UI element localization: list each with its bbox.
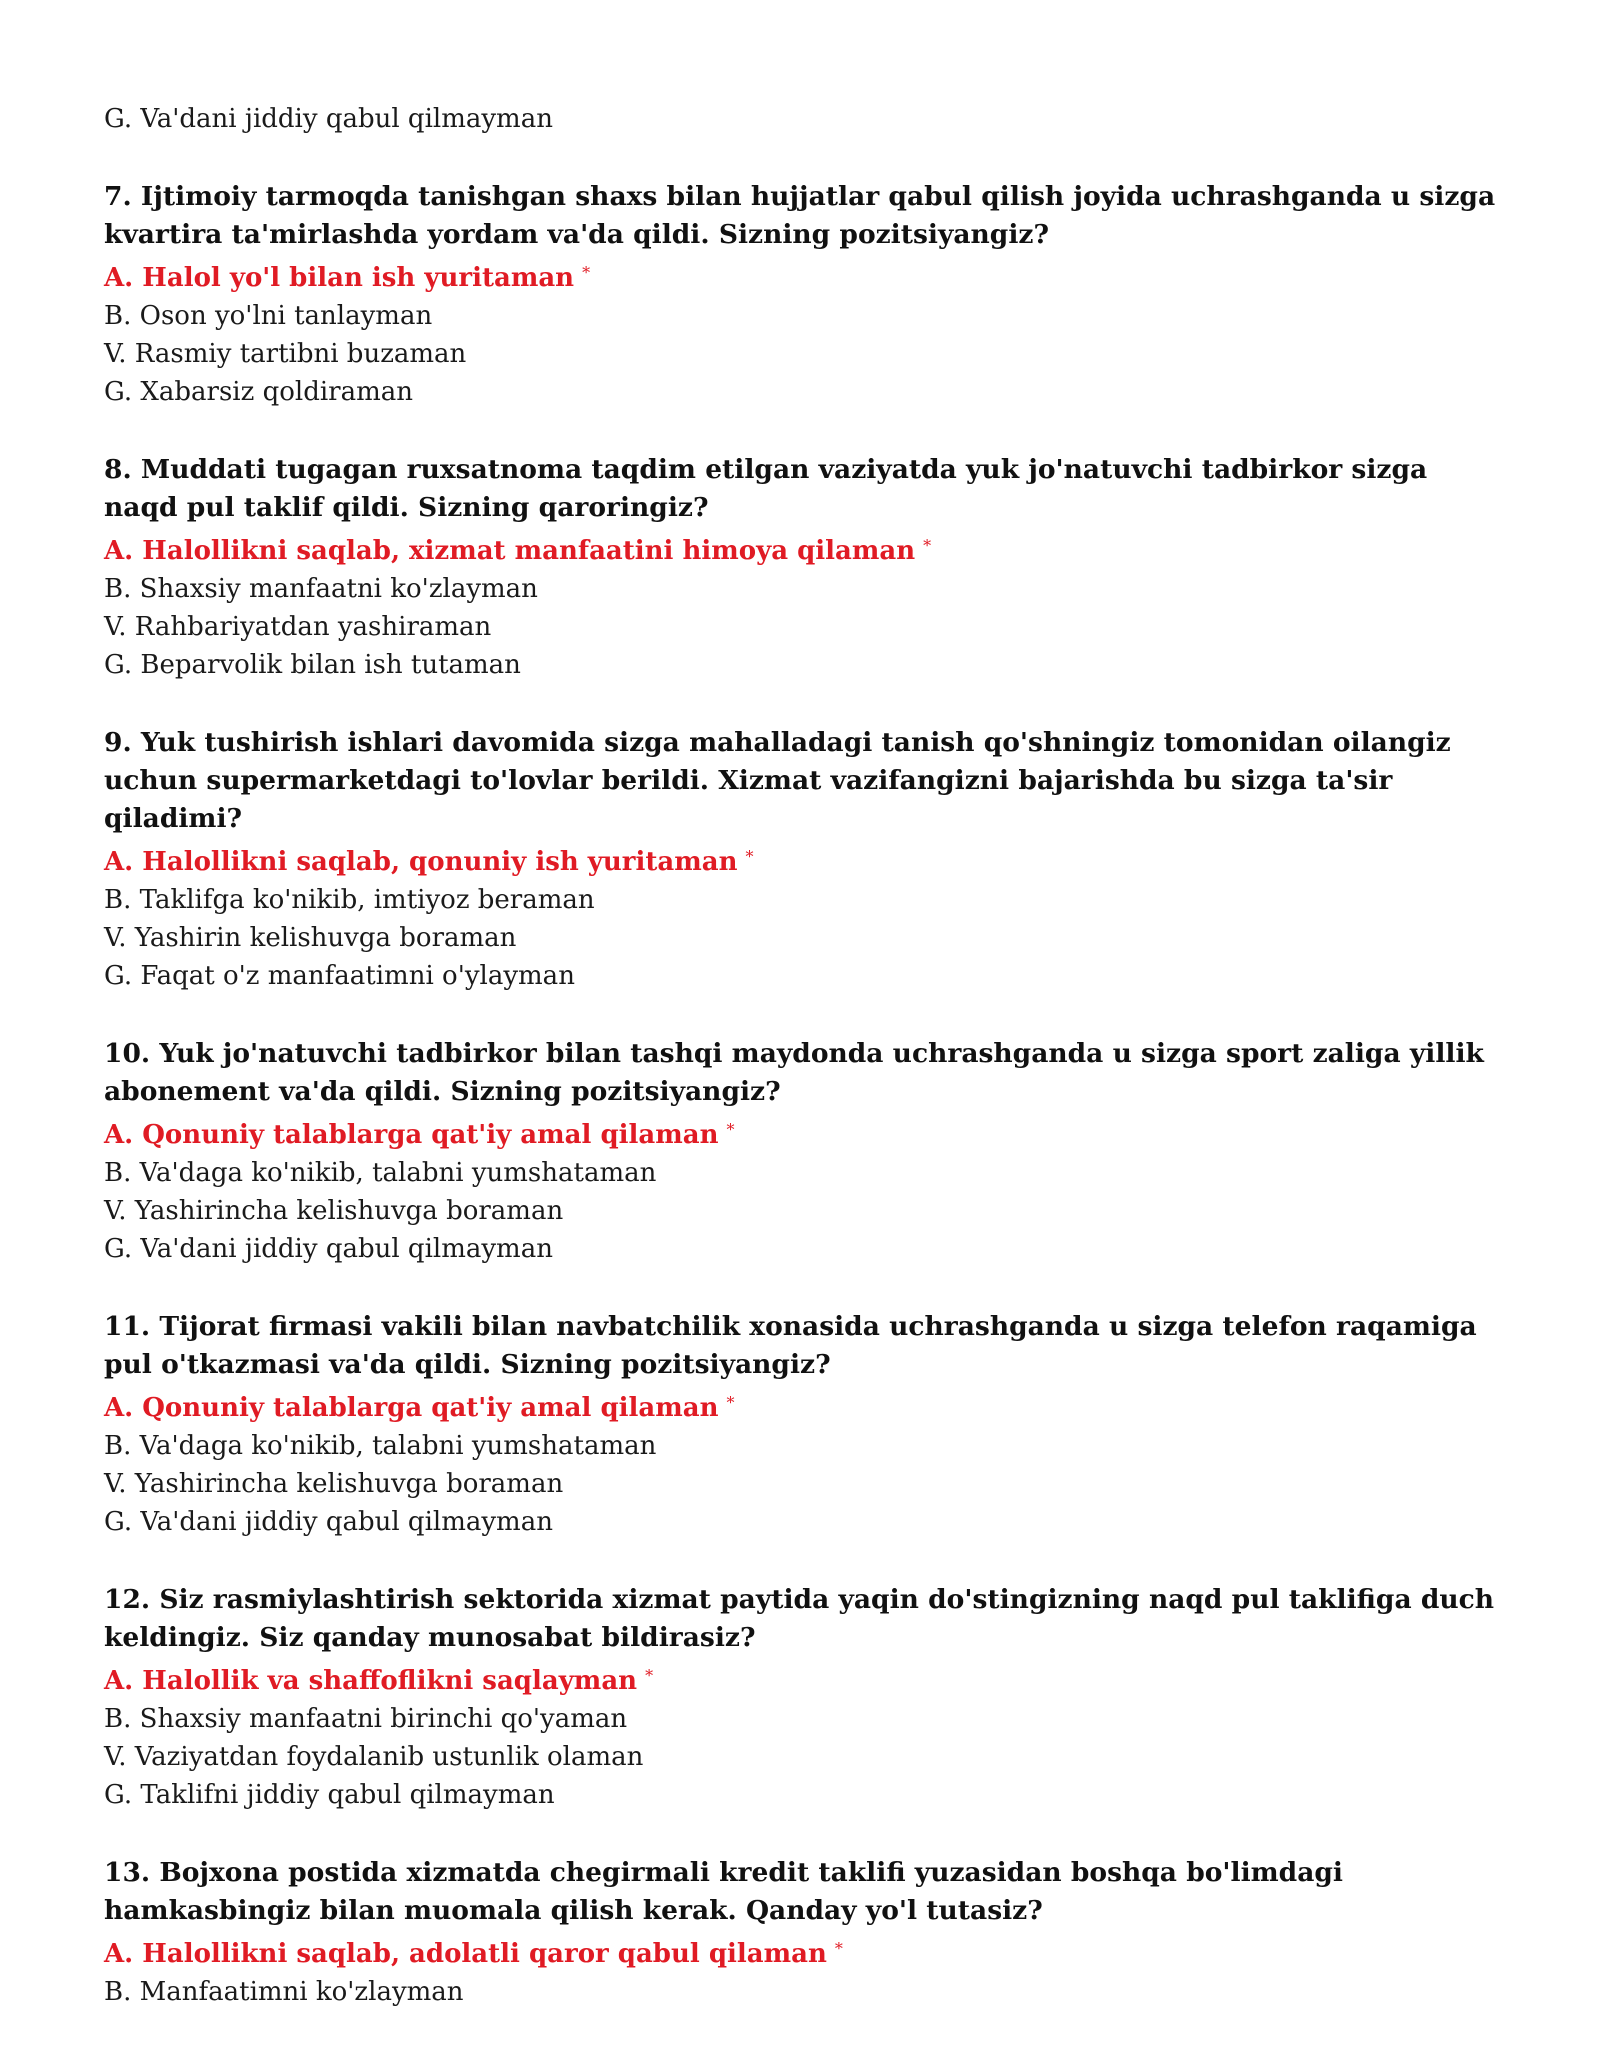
answer-option: G. Beparvolik bilan ish tutaman	[104, 650, 521, 680]
answer-option: B. Va'daga ko'nikib, talabni yumshataman	[104, 1158, 657, 1188]
question-block	[104, 1308, 1504, 1541]
correct-answer	[104, 1111, 1504, 1154]
answer-option: V. Yashirincha kelishuvga boraman	[104, 1469, 564, 1499]
correct-marker: *	[582, 263, 591, 282]
correct-answer	[104, 254, 1504, 297]
correct-marker: *	[923, 536, 932, 555]
answer-option: B. Oson yo'lni tanlayman	[104, 301, 433, 331]
correct-answer	[104, 1384, 1504, 1427]
answer-option: B. Manfaatimni ko'zlayman	[104, 1977, 464, 2007]
correct-marker: *	[726, 1393, 735, 1412]
question-list	[104, 178, 1504, 2011]
answer-option: B. Shaxsiy manfaatni birinchi qo'yaman	[104, 1704, 628, 1734]
correct-marker: *	[645, 1666, 654, 1685]
question-text: 11. Tijorat firmasi vakili bilan navbatchilik xonasida uchrashganda u sizga telefon raqamiga pul o'tkazmasi va'da qildi. Sizning pozitsiyangiz?	[104, 1311, 1477, 1380]
question-block	[104, 1854, 1504, 2011]
correct-answer-label: A. Halollikni saqlab, adolatli qaror qabul qilaman	[104, 1939, 827, 1969]
correct-answer-label: A. Qonuniy talablarga qat'iy amal qilaman	[104, 1393, 719, 1423]
correct-marker: *	[726, 1120, 735, 1139]
question-text: 13. Bojxona postida xizmatda chegirmali kredit taklifi yuzasidan boshqa bo'limdagi hamkasbingiz bilan muomala qilish kerak. Qanday yo'l tutasiz?	[104, 1857, 1343, 1926]
answer-option: G. Va'dani jiddiy qabul qilmayman	[104, 1507, 553, 1537]
answer-option: B. Va'daga ko'nikib, talabni yumshataman	[104, 1431, 657, 1461]
question-text: 10. Yuk jo'natuvchi tadbirkor bilan tashqi maydonda uchrashganda u sizga sport zaliga yillik abonement va'da qildi. Sizning pozitsiyangiz?	[104, 1038, 1484, 1107]
question-block	[104, 178, 1504, 411]
question-text: 8. Muddati tugagan ruxsatnoma taqdim etilgan vaziyatda yuk jo'natuvchi tadbirkor sizga naqd pul taklif qildi. Sizning qaroringiz?	[104, 454, 1428, 523]
correct-marker: *	[834, 1939, 843, 1958]
correct-answer-label: A. Halollikni saqlab, qonuniy ish yuritaman	[104, 847, 738, 877]
answer-option: V. Rahbariyatdan yashiraman	[104, 612, 492, 642]
answer-option: G. Taklifni jiddiy qabul qilmayman	[104, 1780, 555, 1810]
answer-option: V. Rasmiy tartibni buzaman	[104, 339, 467, 369]
answer-option: V. Yashirincha kelishuvga boraman	[104, 1196, 564, 1226]
answer-option: G. Faqat o'z manfaatimni o'ylayman	[104, 961, 575, 991]
answer-option: B. Taklifga ko'nikib, imtiyoz beraman	[104, 885, 595, 915]
correct-answer	[104, 1657, 1504, 1700]
answer-option: G. Xabarsiz qoldiraman	[104, 377, 413, 407]
correct-answer-label: A. Halollikni saqlab, xizmat manfaatini himoya qilaman	[104, 536, 916, 566]
question-text: 7. Ijtimoiy tarmoqda tanishgan shaxs bilan hujjatlar qabul qilish joyida uchrashganda u sizga kvartira ta'mirlashda yordam va'da qildi. Sizning pozitsiyangiz?	[104, 181, 1496, 250]
correct-answer-label: A. Halollik va shaffoflikni saqlayman	[104, 1666, 638, 1696]
answer-option: V. Vaziyatdan foydalanib ustunlik olaman	[104, 1742, 644, 1772]
top-option: G. Va'dani jiddiy qabul qilmayman	[104, 104, 553, 134]
question-block	[104, 724, 1504, 995]
question-block	[104, 1035, 1504, 1268]
answer-option: V. Yashirin kelishuvga boraman	[104, 923, 517, 953]
correct-answer-label: A. Qonuniy talablarga qat'iy amal qilaman	[104, 1120, 719, 1150]
quiz-page	[104, 100, 1504, 2011]
question-text: 9. Yuk tushirish ishlari davomida sizga mahalladagi tanish qo'shningiz tomonidan oilangiz uchun supermarketdagi to'lovlar berildi. Xizmat vazifangizni bajarishda bu sizga ta'sir qiladimi?	[104, 727, 1451, 834]
correct-marker: *	[745, 847, 754, 866]
answer-option: B. Shaxsiy manfaatni ko'zlayman	[104, 574, 538, 604]
correct-answer	[104, 527, 1504, 570]
correct-answer	[104, 1930, 1504, 1973]
correct-answer	[104, 838, 1504, 881]
answer-option: G. Va'dani jiddiy qabul qilmayman	[104, 1234, 553, 1264]
question-block	[104, 1581, 1504, 1814]
question-block	[104, 451, 1504, 684]
question-text: 12. Siz rasmiylashtirish sektorida xizmat paytida yaqin do'stingizning naqd pul taklifiga duch keldingiz. Siz qanday munosabat bildirasiz?	[104, 1584, 1495, 1653]
correct-answer-label: A. Halol yo'l bilan ish yuritaman	[104, 263, 575, 293]
